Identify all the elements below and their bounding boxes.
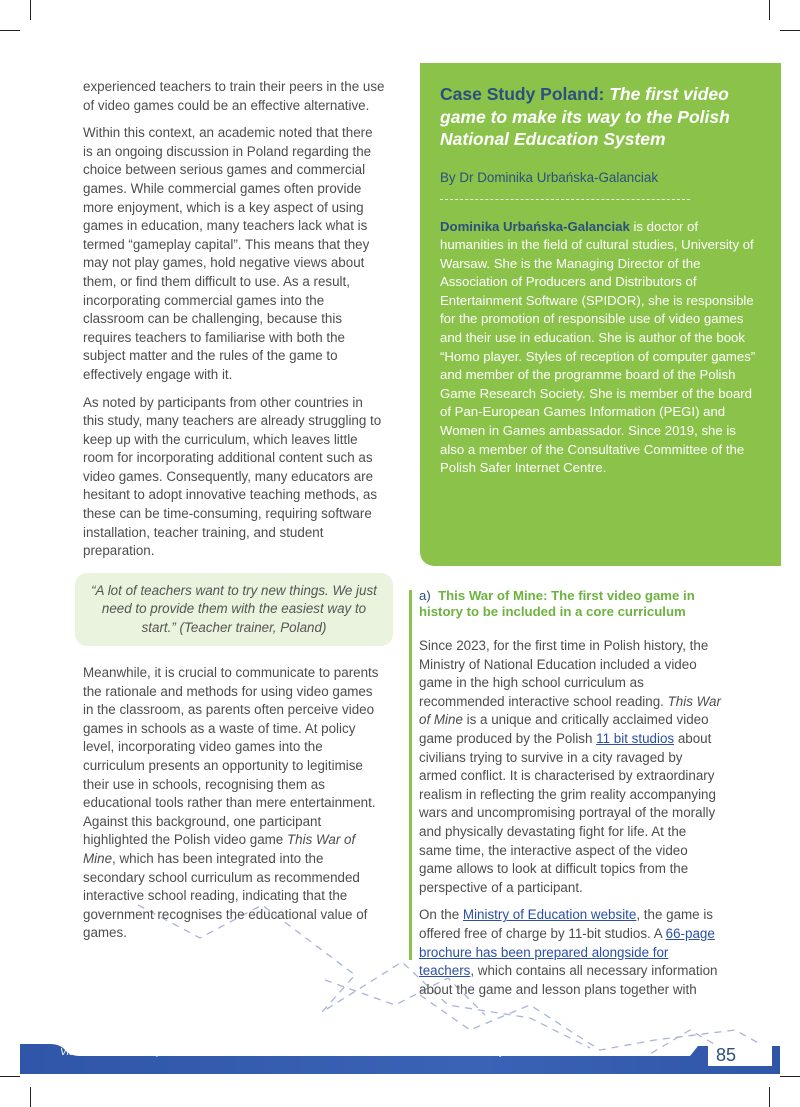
page-number: 85 [716, 1045, 737, 1065]
left-paragraph-4-part-b: , which has been integrated into the secondary school curriculum as recommended interactive school reading, indicating that the government recognises the educational value of games. [83, 851, 368, 941]
left-column [83, 78, 385, 952]
section-heading [419, 588, 721, 619]
case-study-title-plain: Case Study Poland: [440, 84, 610, 104]
author-bio-text: is doctor of humanities in the field of cultural studies, University of Warsaw. She is the Managing Director of the Association of Producers and Distributors of Entertainment Software (SPIDOR), she is responsible for the promotion of responsible use of video games and their use in education. She is author of the book “Homo player. Styles of reception of computer games” and member of the programme board of the Polish Game Research Society. She is member of the board of Pan-European Games Information (PEGI) and Women in Games ambassador. Since 2019, she is also a member of the Consultative Committee of the Polish Safer Internet Centre. [440, 218, 756, 476]
crop-mark [30, 0, 31, 20]
footer-text: Video Games in European Schools: Results from the Games in Schools 2023-2024 Research Project [60, 1047, 517, 1058]
game-title-italic: This War of Mine [83, 832, 356, 866]
ministry-website-link[interactable]: Ministry of Education website [462, 907, 637, 923]
author-bio [440, 218, 761, 478]
case-study-title [440, 83, 761, 151]
crop-mark [0, 30, 20, 31]
crop-mark [769, 0, 770, 20]
left-paragraph-2: Within this context, an academic noted that there is an ongoing discussion in Poland regarding the choice between serious games and commercial games. While commercial games often provide more enjoyment, which is a key aspect of using games in education, many teachers lack what is termed “gameplay capital”. This means that they may not play games, hold negative views about them, or find them difficult to use. As a result, incorporating commercial games into the classroom can be challenging, because this requires teachers to familiarise with both the subject matter and the rules of the game to effectively engage with it. [83, 125, 373, 382]
studio-link[interactable]: 11 bit studios [596, 730, 675, 746]
left-paragraph-1: experienced teachers to train their peers in the use of video games could be an effective alternative. [83, 79, 385, 113]
crop-mark [30, 1087, 31, 1107]
left-paragraph-4-part-a: Meanwhile, it is crucial to communicate to parents the rationale and methods for using video games in the classroom, as parents often perceive video games in schools as a waste of time. At policy level, incorporating video games into the curriculum presents an opportunity to legitimise their use in schools, recognising them as educational tools rather than mere entertainment. Against this background, one participant highlighted the Polish video game [83, 665, 379, 848]
right-paragraph-2-part-a: On the [419, 907, 463, 923]
case-study-box [420, 63, 781, 566]
left-paragraph-4 [83, 664, 385, 943]
right-paragraph-1-part-b: is a unique and critically acclaimed video game produced by the Polish [419, 712, 709, 746]
game-title-italic: This War of Mine [419, 693, 721, 728]
right-paragraph-1-part-a: Since 2023, for the first time in Polish history, the Ministry of National Education included a video game in the high school curriculum as recommended interactive school reading. [419, 638, 709, 709]
section-accent-bar [409, 590, 412, 960]
right-column [419, 588, 721, 1008]
section-label: a) [419, 588, 431, 603]
right-paragraph-2-part-b: , the game is offered free of charge by 11-bit studios. A [419, 907, 714, 941]
right-paragraph-1-part-c: about civilians trying to survive in a city ravaged by armed conflict. It is characterised by extraordinary realism in reflecting the grim reality accompanying wars and uncompromising portrayal of the morally and physically devastating fight for life. At the same time, the interactive aspect of the video game allows to look at difficult topics from the perspective of a participant. [419, 730, 716, 895]
brochure-link[interactable]: 66-page brochure has been prepared alongside for teachers [419, 925, 715, 979]
left-paragraph-3: As noted by participants from other countries in this study, many teachers are already struggling to keep up with the curriculum, which leaves little room for incorporating additional content such as video games. Consequently, many educators are hesitant to adopt innovative teaching methods, as these can be time-consuming, requiring software installation, teacher training, and student preparation. [83, 394, 382, 559]
pull-quote: “A lot of teachers want to try new things. We just need to provide them with the easiest way to start.” (Teacher trainer, Poland) [75, 573, 393, 646]
author-name: Dominika Urbańska-Galanciak [440, 218, 630, 234]
case-study-byline: By Dr Dominika Urbańska-Galanciak [440, 169, 659, 185]
dashed-separator [440, 199, 690, 200]
crop-mark [780, 1076, 800, 1077]
case-study-title-italic: The first video game to make its way to the Polish National Education System [440, 84, 730, 149]
crop-mark [0, 1076, 20, 1077]
crop-mark [780, 30, 800, 31]
right-paragraph-2 [419, 906, 721, 999]
right-paragraph-1 [419, 637, 721, 897]
section-heading-text: This War of Mine: The first video game in history to be included in a core curriculum [419, 588, 695, 619]
crop-mark [769, 1087, 770, 1107]
right-paragraph-2-part-c: , which contains all necessary information about the game and lesson plans together with [419, 963, 718, 997]
